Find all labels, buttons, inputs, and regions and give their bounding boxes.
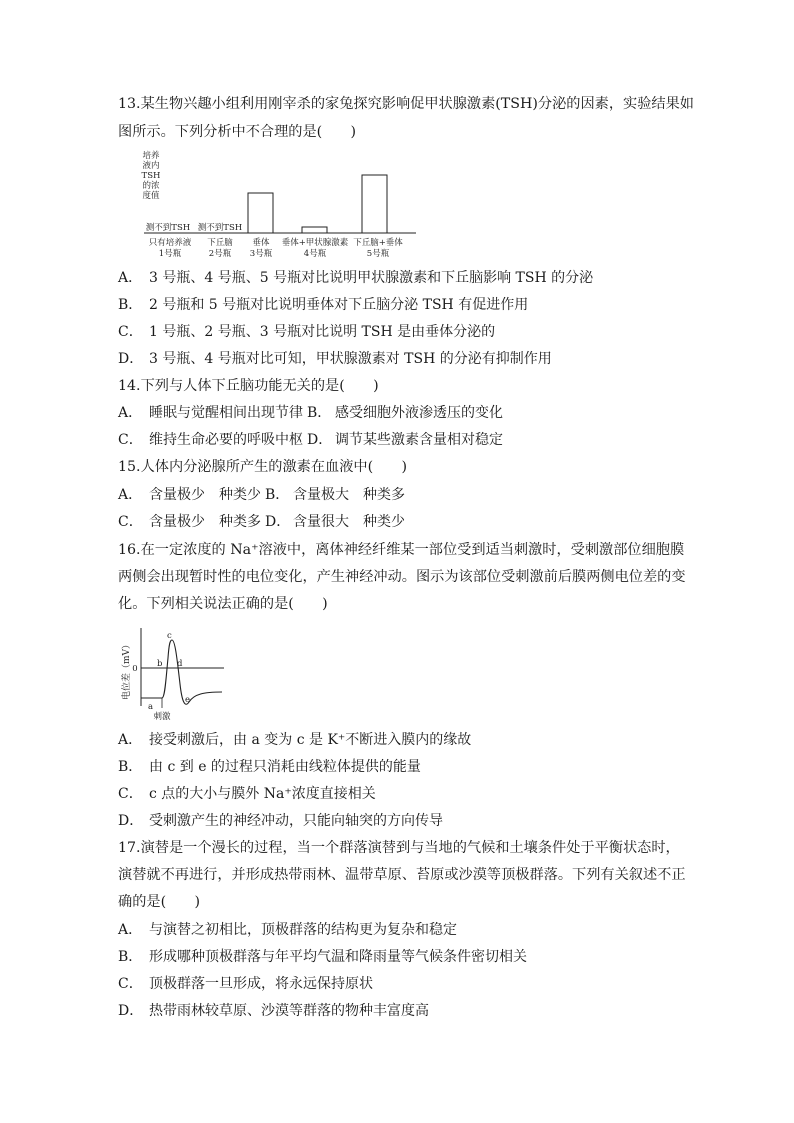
q13-xlabel-2: 下丘脑	[207, 238, 233, 248]
q17-option-d[interactable]	[118, 1001, 429, 1021]
q13-stem-line1: 13.某生物兴趣小组利用刚宰杀的家兔探究影响促甲状腺激素(TSH)分泌的因素，实验结果如	[118, 96, 694, 112]
q15-stem: 15.人体内分泌腺所产生的激素在血液中( )	[118, 459, 408, 475]
q15-option-a-text: 含量极少 种类少	[149, 487, 261, 503]
q16-option-c-label: C．	[118, 786, 143, 802]
q14-option-a-label: A．	[118, 405, 143, 421]
q16-membrane-potential-graph	[118, 622, 230, 724]
q16-stem-line2: 两侧会出现暂时性的电位变化，产生神经冲动。图示为该部位受刺激前后膜两侧电位差的变	[118, 569, 686, 585]
q14-option-d-text: 调节某些激素含量相对稳定	[335, 432, 503, 448]
q16-potential-curve	[141, 640, 222, 704]
q14-option-a-text: 睡眠与觉醒相间出现节律	[149, 405, 303, 421]
q15-option-b[interactable]	[265, 487, 405, 503]
q14-option-a[interactable]	[118, 405, 303, 421]
q16-point-a: a	[148, 702, 154, 712]
q14-options-row2	[118, 430, 503, 450]
q13-xlabel-3: 垂体	[252, 238, 270, 248]
q13-option-c-label: C．	[118, 324, 143, 340]
q13-bar-4	[302, 227, 327, 233]
q16-point-e: e	[185, 695, 191, 705]
q13-xlabel-2-bottle: 2号瓶	[208, 249, 232, 259]
q13-bar-2-note: 测不到TSH	[197, 223, 243, 233]
q15-options-row2	[118, 512, 405, 532]
q13-xlabel-5-bottle: 5号瓶	[366, 249, 390, 259]
q15-option-a[interactable]	[118, 487, 261, 503]
q16-option-d-label: D．	[118, 813, 144, 829]
q13-ylabel-line3: TSH	[141, 171, 161, 181]
q17-option-c-text: 顶极群落一旦形成，将永远保持原状	[149, 976, 373, 992]
q17-stem-line3: 确的是( )	[118, 894, 201, 910]
q14-options-row1	[118, 403, 503, 423]
q16-option-b-label: B．	[118, 759, 143, 775]
q13-option-a-label: A．	[118, 270, 143, 286]
q16-option-a[interactable]	[118, 730, 471, 750]
q13-option-d-text: 3 号瓶、4 号瓶对比可知，甲状腺激素对 TSH 的分泌有抑制作用	[149, 351, 552, 367]
q16-stimulus-label: 刺激	[153, 712, 171, 722]
q16-point-b: b	[157, 659, 163, 669]
q14-option-d[interactable]	[307, 432, 503, 448]
q13-ylabel-line1: 培养	[142, 151, 160, 161]
q13-xlabel-4: 垂体+甲状腺激素	[281, 238, 349, 248]
q13-xlabel-5: 下丘脑+垂体	[353, 238, 403, 248]
q14-option-c-text: 维持生命必要的呼吸中枢	[149, 432, 303, 448]
q17-option-c[interactable]	[118, 974, 373, 994]
q17-option-a[interactable]	[118, 920, 457, 940]
q13-ylabel-line4: 的浓	[142, 181, 160, 191]
q15-option-c[interactable]	[118, 514, 261, 530]
q16-stem-line3: 化。下列相关说法正确的是( )	[118, 596, 328, 612]
q13-bar-1-note: 测不到TSH	[145, 223, 191, 233]
q14-option-b[interactable]	[307, 405, 503, 421]
q16-option-b[interactable]	[118, 757, 421, 777]
q14-option-d-label: D．	[307, 432, 333, 448]
q13-option-a[interactable]	[118, 268, 593, 288]
q17-option-c-label: C．	[118, 976, 143, 992]
q16-option-b-text: 由 c 到 e 的过程只消耗由线粒体提供的能量	[149, 759, 421, 775]
q14-option-c[interactable]	[118, 432, 303, 448]
q16-stem-line1: 16.在一定浓度的 Na⁺溶液中，离体神经纤维某一部位受到适当刺激时，受刺激部位细胞膜	[118, 542, 685, 558]
q16-zero-label: 0	[132, 664, 138, 674]
q14-stem: 14.下列与人体下丘脑功能无关的是( )	[118, 378, 379, 394]
q15-option-a-label: A．	[118, 487, 143, 503]
q13-ylabel	[142, 150, 161, 201]
q17-option-d-label: D．	[118, 1003, 144, 1019]
q13-option-d[interactable]	[118, 349, 552, 369]
q13-xlabel-3-bottle: 3号瓶	[249, 249, 273, 259]
q15-option-b-text: 含量极大 种类多	[293, 487, 405, 503]
q13-option-c-text: 1 号瓶、2 号瓶、3 号瓶对比说明 TSH 是由垂体分泌的	[149, 324, 496, 340]
q17-option-d-text: 热带雨林较草原、沙漠等群落的物种丰富度高	[149, 1003, 429, 1019]
q15-option-c-label: C．	[118, 514, 143, 530]
q17-option-b-label: B．	[118, 949, 143, 965]
q13-tsh-bar-chart	[140, 148, 420, 262]
q13-option-c[interactable]	[118, 322, 495, 342]
q15-option-d-label: D．	[265, 514, 291, 530]
q15-option-d-text: 含量很大 种类少	[293, 514, 405, 530]
q13-xlabel-1: 只有培养液	[148, 238, 192, 248]
q13-option-b-text: 2 号瓶和 5 号瓶对比说明垂体对下丘脑分泌 TSH 有促进作用	[149, 297, 529, 313]
q17-option-a-label: A．	[118, 922, 143, 938]
q14-option-c-label: C．	[118, 432, 143, 448]
q13-stem-line2: 图所示。下列分析中不合理的是( )	[118, 124, 357, 140]
q16-option-d-text: 受刺激产生的神经冲动，只能向轴突的方向传导	[149, 813, 443, 829]
q16-option-c[interactable]	[118, 784, 376, 804]
q16-option-a-label: A．	[118, 732, 143, 748]
q17-option-b-text: 形成哪种顶极群落与年平均气温和降雨量等气候条件密切相关	[149, 949, 527, 965]
q16-point-c: c	[167, 631, 172, 641]
q16-option-d[interactable]	[118, 811, 443, 831]
q17-stem-line2: 演替就不再进行，并形成热带雨林、温带草原、苔原或沙漠等顶极群落。下列有关叙述不正	[118, 867, 686, 883]
q13-option-a-text: 3 号瓶、4 号瓶、5 号瓶对比说明甲状腺激素和下丘脑影响 TSH 的分泌	[149, 270, 594, 286]
q15-options-row1	[118, 485, 405, 505]
q14-option-b-label: B．	[307, 405, 332, 421]
q13-option-d-label: D．	[118, 351, 144, 367]
q16-option-c-text: c 点的大小与膜外 Na⁺浓度直接相关	[149, 786, 376, 802]
q13-bar-3	[248, 193, 273, 233]
q13-ylabel-line2: 液内	[142, 161, 160, 171]
q13-xlabel-1-bottle: 1号瓶	[158, 249, 182, 259]
q13-bar-5	[362, 175, 387, 233]
q16-ylabel: 电位差（mV）	[122, 639, 132, 701]
q17-option-b[interactable]	[118, 947, 527, 967]
q15-option-b-label: B．	[265, 487, 290, 503]
q16-point-d: d	[177, 659, 183, 669]
q13-ylabel-line5: 度值	[142, 191, 160, 201]
q13-xlabel-4-bottle: 4号瓶	[303, 249, 327, 259]
q14-option-b-text: 感受细胞外液渗透压的变化	[335, 405, 503, 421]
q17-option-a-text: 与演替之初相比，顶极群落的结构更为复杂和稳定	[149, 922, 457, 938]
q15-option-c-text: 含量极少 种类多	[149, 514, 261, 530]
q17-stem-line1: 17.演替是一个漫长的过程，当一个群落演替到与当地的气候和土壤条件处于平衡状态时，	[118, 840, 680, 856]
q15-option-d[interactable]	[265, 514, 405, 530]
q13-option-b[interactable]	[118, 295, 528, 315]
q13-option-b-label: B．	[118, 297, 143, 313]
q16-option-a-text: 接受刺激后，由 a 变为 c 是 K⁺不断进入膜内的缘故	[149, 732, 472, 748]
